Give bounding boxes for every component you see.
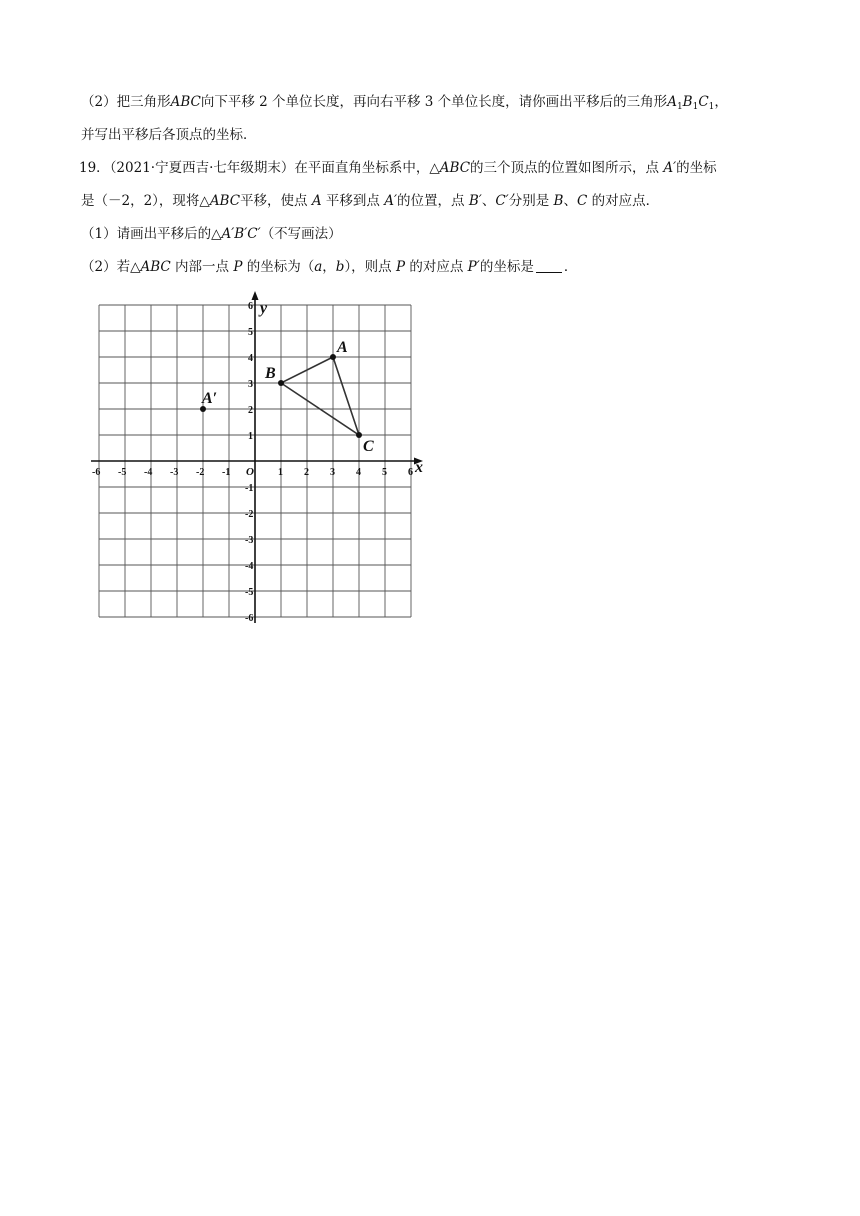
y-tick-label: -1 (245, 483, 254, 494)
x-tick-label: -4 (144, 467, 153, 478)
problem-19-part2: （2）若△ABC 内部一点 P 的坐标为（a，b），则点 P 的对应点 P′的坐标是 ． (81, 259, 578, 275)
point-b (278, 380, 284, 386)
x-tick-label: -3 (170, 467, 179, 478)
triangle-abc (281, 357, 359, 435)
problem-19-part1: （1）请画出平移后的△A′B′C′（不写画法） (81, 226, 342, 242)
answer-blank[interactable] (536, 258, 562, 273)
y-tick-label: 3 (248, 379, 253, 390)
x-tick-label: 5 (382, 467, 387, 478)
y-axis-label: y (260, 300, 268, 317)
problem-18-part2-line1: （2）把三角形ABC向下平移 2 个单位长度，再向右平移 3 个单位长度，请你画出平移后的三角形$A_1B_1C_1$， (81, 94, 728, 112)
y-tick-label: 6 (248, 301, 253, 312)
x-tick-label: -1 (222, 467, 231, 478)
y-tick-label: 5 (248, 327, 253, 338)
point-label-b: B (265, 365, 276, 382)
x-tick-label: 2 (304, 467, 309, 478)
problem-19-line1: 19．（2021·宁夏西吉·七年级期末）在平面直角坐标系中，△ABC的三个顶点的位置如图所示，点 A′的坐标 (79, 160, 717, 176)
y-tick-label: -5 (245, 587, 254, 598)
problem-19-line2: 是（－2，2），现将△ABC平移，使点 A 平移到点 A′的位置，点 B′、C′分别是 B、C 的对应点． (81, 193, 660, 209)
problem-18-part2-line2: 并写出平移后各顶点的坐标． (81, 127, 257, 143)
x-tick-label: 4 (356, 467, 361, 478)
point-c (356, 432, 362, 438)
point-a (330, 354, 336, 360)
y-tick-label: -6 (245, 613, 254, 624)
y-tick-label: -3 (245, 535, 254, 546)
x-tick-label: 6 (408, 467, 413, 478)
x-tick-label: 3 (330, 467, 335, 478)
y-tick-label: 1 (248, 431, 253, 442)
y-tick-label: 2 (248, 405, 253, 416)
y-tick-label: 4 (248, 353, 253, 364)
y-tick-label: -2 (245, 509, 254, 520)
coordinate-figure (85, 290, 430, 639)
x-axis-label: x (415, 459, 423, 476)
x-tick-label: -5 (118, 467, 127, 478)
origin-label: O (246, 466, 254, 478)
x-tick-label: -2 (196, 467, 205, 478)
x-tick-label: -6 (92, 467, 101, 478)
point-label-c: C (363, 438, 374, 455)
y-tick-label: -4 (245, 561, 254, 572)
x-tick-label: 1 (278, 467, 283, 478)
point-label-a: A (337, 339, 348, 356)
point-label-a-prime: A′ (202, 390, 218, 407)
coordinate-plane (85, 290, 430, 635)
y-axis-arrow (252, 291, 259, 300)
